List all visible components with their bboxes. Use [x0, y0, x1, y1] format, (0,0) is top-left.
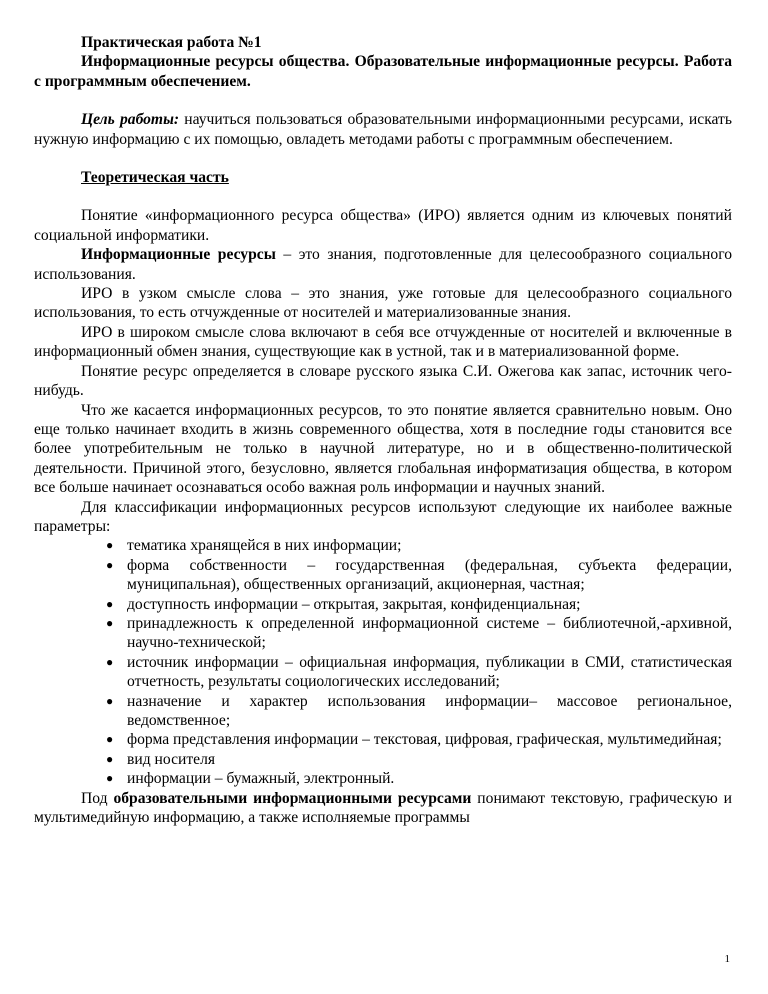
list-item-text: вид носителя: [127, 750, 216, 768]
list-item-text: информации – бумажный, электронный.: [127, 770, 395, 788]
list-item: [106, 653, 732, 692]
paragraph-4: ИРО в широком смысле слова включают в себя все отчужденные от носителей и включенные в информационный обмен знания, существующие как в устной, так и в материализованной форме.: [34, 323, 732, 361]
paragraph-8: [34, 789, 732, 828]
theory-heading: [34, 168, 732, 187]
paragraph-1: Понятие «информационного ресурса общества» (ИРО) является одним из ключевых понятий социальной информатики.: [34, 207, 732, 244]
list-item-text: принадлежность к определенной информационной системе – библиотечной,-архивной, научно-технической;: [127, 614, 732, 652]
paragraph-7: Для классификации информационных ресурсов используют следующие их наиболее важные параметры:: [34, 498, 732, 535]
list-item-text: назначение и характер использования информации– массовое региональное, ведомственное;: [127, 692, 732, 729]
paragraph-2: [34, 245, 732, 284]
bullet-icon: ●: [106, 615, 114, 630]
spacer: [34, 91, 732, 110]
paragraph-8-term: образовательными информационными ресурсами: [113, 789, 472, 807]
practical-subtitle: [34, 52, 732, 91]
list-item: [106, 536, 732, 555]
list-item-text: источник информации – официальная информация, публикации в СМИ, статистическая отчетность, результаты социологических исследований;: [127, 653, 732, 691]
practical-subtitle-text: Информационные ресурсы общества. Образовательные информационные ресурсы. Работа с программным обеспечением.: [34, 53, 732, 90]
bullet-icon: ●: [106, 751, 114, 766]
goal-label: Цель работы:: [81, 111, 180, 129]
practical-title: [34, 33, 732, 52]
spacer: [34, 187, 732, 206]
paragraph-8-text: понимают текстовую, графическую и мультимедийную информацию, а также исполняемые программы: [34, 789, 733, 827]
theory-heading-text: Теоретическая часть: [81, 169, 229, 187]
bullet-icon: ●: [106, 557, 114, 572]
list-item: [106, 750, 732, 769]
practical-title-text: Практическая работа №1: [81, 34, 262, 51]
bullet-icon: ●: [106, 771, 114, 786]
document-content: [34, 33, 732, 827]
list-item: [106, 556, 732, 595]
paragraph-6: Что же касается информационных ресурсов, то это понятие является сравнительно новым. Оно еще только начинает входить в жизнь современного общества, хотя в последние годы становится все более употребительным не только в научной литературе, но и в общественно-политической деятельности. Причиной этого, безусловно, является глобальная информатизация общества, в котором все больше начинает осознаваться особо важная роль информации и научных знаний.: [34, 401, 732, 497]
goal-paragraph: [34, 110, 732, 149]
list-item: [106, 769, 732, 788]
paragraph-3: ИРО в узком смысле слова – это знания, уже готовые для целесообразного социального использования, то есть отчужденные от носителей и материализованные знания.: [34, 285, 732, 322]
paragraph-2-term: Информационные ресурсы: [81, 246, 276, 264]
parameters-list: [34, 536, 732, 788]
list-item: [106, 595, 732, 614]
bullet-icon: ●: [106, 538, 114, 553]
paragraph-5: Понятие ресурс определяется в словаре русского языка С.И. Ожегова как запас, источник чего-нибудь.: [34, 362, 732, 400]
spacer: [34, 149, 732, 168]
list-item-text: форма представления информации – текстовая, цифровая, графическая, мультимедийная;: [127, 731, 722, 749]
paragraph-2-text: – это знания, подготовленные для целесообразного социального использования.: [34, 246, 732, 283]
bullet-icon: ●: [106, 596, 114, 611]
goal-text: научиться пользоваться образовательными информационными ресурсами, искать нужную информацию с их помощью, овладеть методами работы с программным обеспечением.: [34, 111, 732, 148]
list-item-text: форма собственности – государственная (федеральная, субъекта федерации, муниципальная), общественных организаций, акционерная, частная;: [127, 556, 732, 594]
list-item-text: доступность информации – открытая, закрытая, конфиденциальная;: [127, 595, 581, 613]
paragraph-8-start: Под: [81, 789, 114, 807]
list-item: [106, 730, 732, 749]
bullet-icon: ●: [106, 654, 114, 669]
list-item: [106, 692, 732, 731]
page-number: 1: [724, 953, 730, 965]
list-item-text: тематика хранящейся в них информации;: [127, 537, 402, 555]
list-item: [106, 614, 732, 653]
bullet-icon: ●: [106, 732, 114, 747]
bullet-icon: ●: [106, 693, 114, 708]
